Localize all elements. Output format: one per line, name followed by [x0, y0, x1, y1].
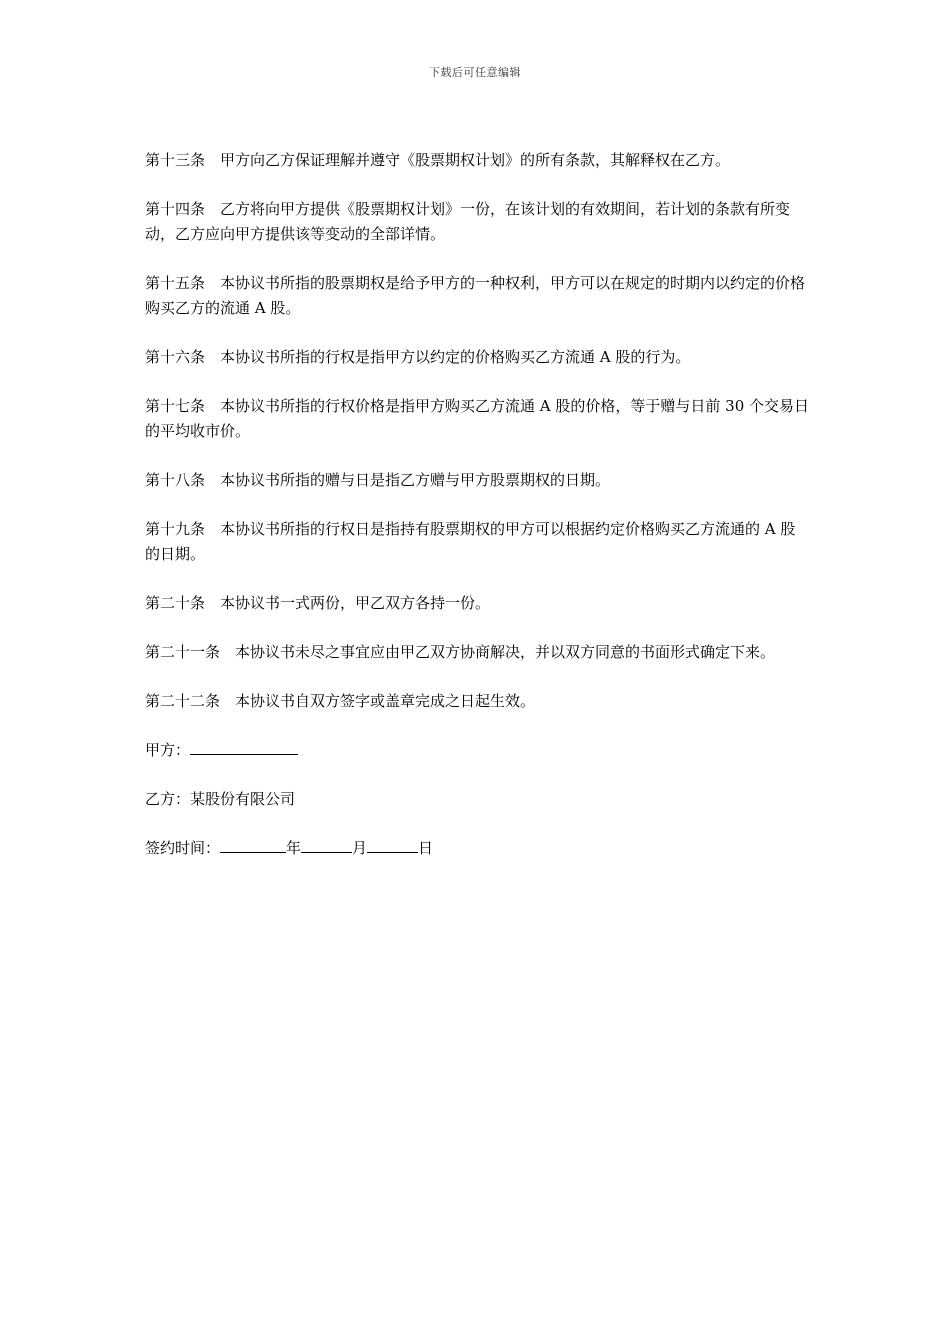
- clause-text: 乙方将向甲方提供《股票期权计划》一份，在该计划的有效期间，若计划的条款有所变动，乙方应向甲方提供该等变动的全部详情。: [145, 200, 791, 243]
- clause-text: 本协议书自双方签字或盖章完成之日起生效。: [235, 692, 536, 710]
- clause-number: 第十三条: [145, 151, 206, 169]
- party-b-value: 某股份有限公司: [190, 790, 296, 808]
- clause-number: 第二十条: [145, 594, 206, 612]
- day-label: 日: [418, 839, 434, 857]
- clause-number: 第十六条: [145, 348, 206, 366]
- clause-number: 第十五条: [145, 274, 206, 292]
- year-label: 年: [286, 839, 302, 857]
- clause-text: 本协议书所指的赠与日是指乙方赠与甲方股票期权的日期。: [220, 471, 611, 489]
- signing-date-label: 签约时间：: [145, 839, 221, 857]
- clause-18: [145, 468, 810, 493]
- party-b-line: [145, 787, 810, 812]
- page-header: 下载后可任意编辑: [429, 66, 521, 79]
- clause-text: 本协议书所指的行权价格是指甲方购买乙方流通 A 股的价格，等于赠与日前 30 个交易日的平均收市价。: [145, 397, 810, 440]
- party-a-label: 甲方：: [145, 741, 191, 759]
- clause-14: [145, 197, 810, 247]
- clause-number: 第十七条: [145, 397, 206, 415]
- clause-text: 本协议书所指的行权是指甲方以约定的价格购买乙方流通 A 股的行为。: [220, 348, 691, 366]
- day-blank: [367, 836, 418, 853]
- clause-20: [145, 591, 810, 616]
- clause-17: [145, 394, 810, 444]
- clause-22: [145, 689, 810, 714]
- clause-19: [145, 517, 810, 567]
- clause-number: 第十四条: [145, 200, 206, 218]
- party-b-label: 乙方：: [145, 790, 191, 808]
- signing-date-line: [145, 836, 810, 861]
- clause-number: 第十八条: [145, 471, 206, 489]
- month-blank: [301, 836, 352, 853]
- clause-15: [145, 271, 810, 321]
- clause-number: 第十九条: [145, 520, 206, 538]
- clause-text: 甲方向乙方保证理解并遵守《股票期权计划》的所有条款，其解释权在乙方。: [220, 151, 731, 169]
- clause-number: 第二十一条: [145, 643, 221, 661]
- clause-number: 第二十二条: [145, 692, 221, 710]
- clause-16: [145, 345, 810, 370]
- clause-text: 本协议书未尽之事宜应由甲乙双方协商解决，并以双方同意的书面形式确定下来。: [235, 643, 776, 661]
- clause-text: 本协议书一式两份，甲乙双方各持一份。: [220, 594, 491, 612]
- party-a-blank: [190, 738, 298, 755]
- party-a-line: [145, 738, 810, 763]
- clause-text: 本协议书所指的行权日是指持有股票期权的甲方可以根据约定价格购买乙方流通的 A 股的日期。: [145, 520, 796, 563]
- year-blank: [220, 836, 286, 853]
- clause-13: [145, 148, 810, 173]
- month-label: 月: [352, 839, 368, 857]
- clause-21: [145, 640, 810, 665]
- document-body: [145, 148, 810, 885]
- clause-text: 本协议书所指的股票期权是给予甲方的一种权利，甲方可以在规定的时期内以约定的价格购买乙方的流通 A 股。: [145, 274, 806, 317]
